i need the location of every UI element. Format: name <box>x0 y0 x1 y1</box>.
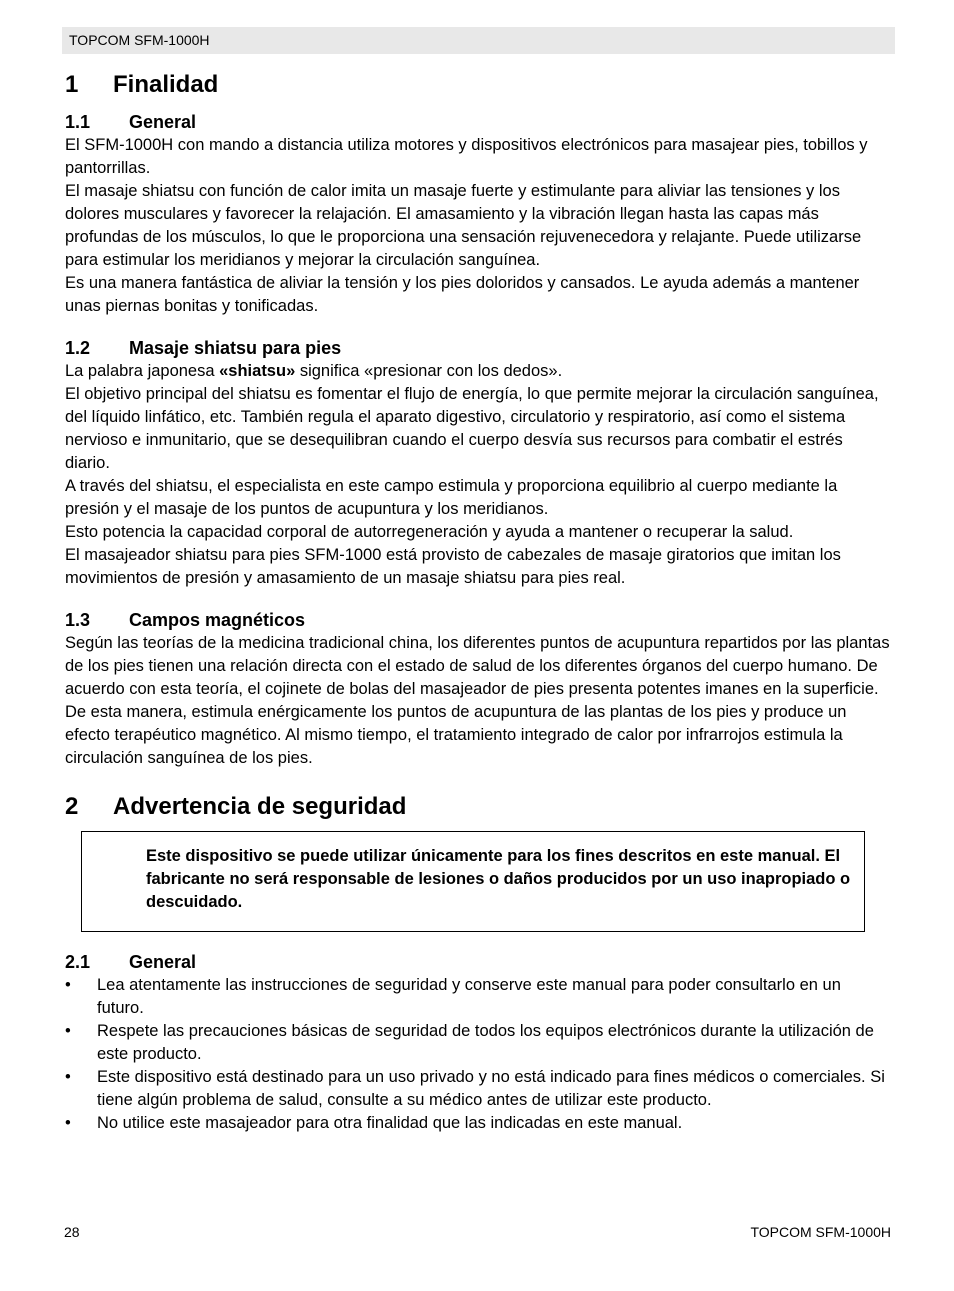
section-number: 2 <box>65 793 79 820</box>
paragraph: El masajeador shiatsu para pies SFM-1000 está provisto de cabezales de masaje giratorios que imitan los movimientos de presión y amasamiento de un masaje shiatsu para pies real. <box>65 546 841 587</box>
subsection-heading-campos <box>65 608 891 632</box>
paragraph: El objetivo principal del shiatsu es fomentar el flujo de energía, lo que permite mejorar la circulación sanguínea, del líquido linfático, etc. También regula el aparato digestivo, circulatorio y respiratorio, así como el sistema nervioso e inmunitario, que se desequilibran cuando el cuerpo desvía sus recursos para combatir el estrés diario. <box>65 385 879 472</box>
paragraph: Es una manera fantástica de aliviar la tensión y los pies doloridos y cansados. Le ayuda además a mantener unas piernas bonitas y tonificadas. <box>65 274 860 315</box>
subsection-heading-general <box>65 110 891 134</box>
safety-list <box>65 974 891 1135</box>
paragraph: El masaje shiatsu con función de calor imita un masaje fuerte y estimulante para aliviar las tensiones y los dolores musculares y favorecer la relajación. El amasamiento y la vibración llegan hasta las capas más profundas de los músculos, lo que le proporciona una sensación rejuvenecedora y relajante. Puede utilizarse para estimular los meridianos y mejorar la circulación sanguínea. <box>65 182 862 269</box>
warning-text: Este dispositivo se puede utilizar únicamente para los fines descritos en este manual. El fabricante no será responsable de lesiones o daños producidos por un uso inapropiado o descuidado. <box>146 847 851 911</box>
section-title: Finalidad <box>113 71 219 98</box>
term-shiatsu: «shiatsu» <box>219 362 296 380</box>
subsection-title: General <box>129 112 197 132</box>
footer-title: TOPCOM SFM-1000H <box>750 1224 891 1240</box>
subsection-number: 2.1 <box>65 952 91 972</box>
paragraph: Según las teorías de la medicina tradicional china, los diferentes puntos de acupuntura repartidos por las plantas de los pies tienen una relación directa con el estado de salud de los diferentes órganos del cuerpo humano. De acuerdo con esta teoría, el cojinete de bolas del masajeador de pies presenta potentes imanes en la superficie. De esta manera, estimula enérgicamente los puntos de acupuntura de las plantas de los pies y produce un efecto terapéutico magnético. Al mismo tiempo, el tratamiento integrado de calor por infrarrojos estimula la circulación sanguínea de los pies. <box>65 634 890 767</box>
page-content <box>65 70 891 1135</box>
subsection-title: Masaje shiatsu para pies <box>129 338 342 358</box>
paragraph: A través del shiatsu, el especialista en este campo estimula y proporciona equilibrio al cuerpo mediante la presión y el masaje de los puntos de acupuntura y los meridianos. <box>65 477 838 518</box>
header-title: TOPCOM SFM-1000H <box>69 32 210 48</box>
subsection-title: Campos magnéticos <box>129 610 306 630</box>
section-heading-finalidad <box>65 70 891 100</box>
paragraph: Esto potencia la capacidad corporal de autorregeneración y ayuda a mantener o recuperar la salud. <box>65 523 794 541</box>
subsection-heading-shiatsu <box>65 336 891 360</box>
section-number: 1 <box>65 71 79 98</box>
page-number: 28 <box>64 1224 80 1240</box>
list-item: • No utilice este masajeador para otra finalidad que las indicadas en este manual. <box>65 1112 891 1135</box>
paragraph: El SFM-1000H con mando a distancia utiliza motores y dispositivos electrónicos para masajear pies, tobillos y pantorrillas. <box>65 136 868 177</box>
subsection-number: 1.2 <box>65 338 91 358</box>
subsection-title: General <box>129 952 197 972</box>
subsection-heading-general-safety <box>65 950 891 974</box>
section-title: Advertencia de seguridad <box>113 793 407 820</box>
list-item: • Respete las precauciones básicas de seguridad de todos los equipos electrónicos durante la utilización de este producto. <box>65 1020 891 1066</box>
section-heading-advertencia <box>65 792 891 822</box>
list-item: • Este dispositivo está destinado para un uso privado y no está indicado para fines médicos o comerciales. Si tiene algún problema de salud, consulte a su médico antes de utilizar este producto. <box>65 1066 891 1112</box>
paragraph: La palabra japonesa «shiatsu» significa «presionar con los dedos». <box>65 362 563 380</box>
page-header <box>62 27 895 54</box>
list-item: • Lea atentamente las instrucciones de seguridad y conserve este manual para poder consultarlo en un futuro. <box>65 974 891 1020</box>
subsection-number: 1.3 <box>65 610 91 630</box>
subsection-number: 1.1 <box>65 112 91 132</box>
warning-box <box>81 831 865 932</box>
